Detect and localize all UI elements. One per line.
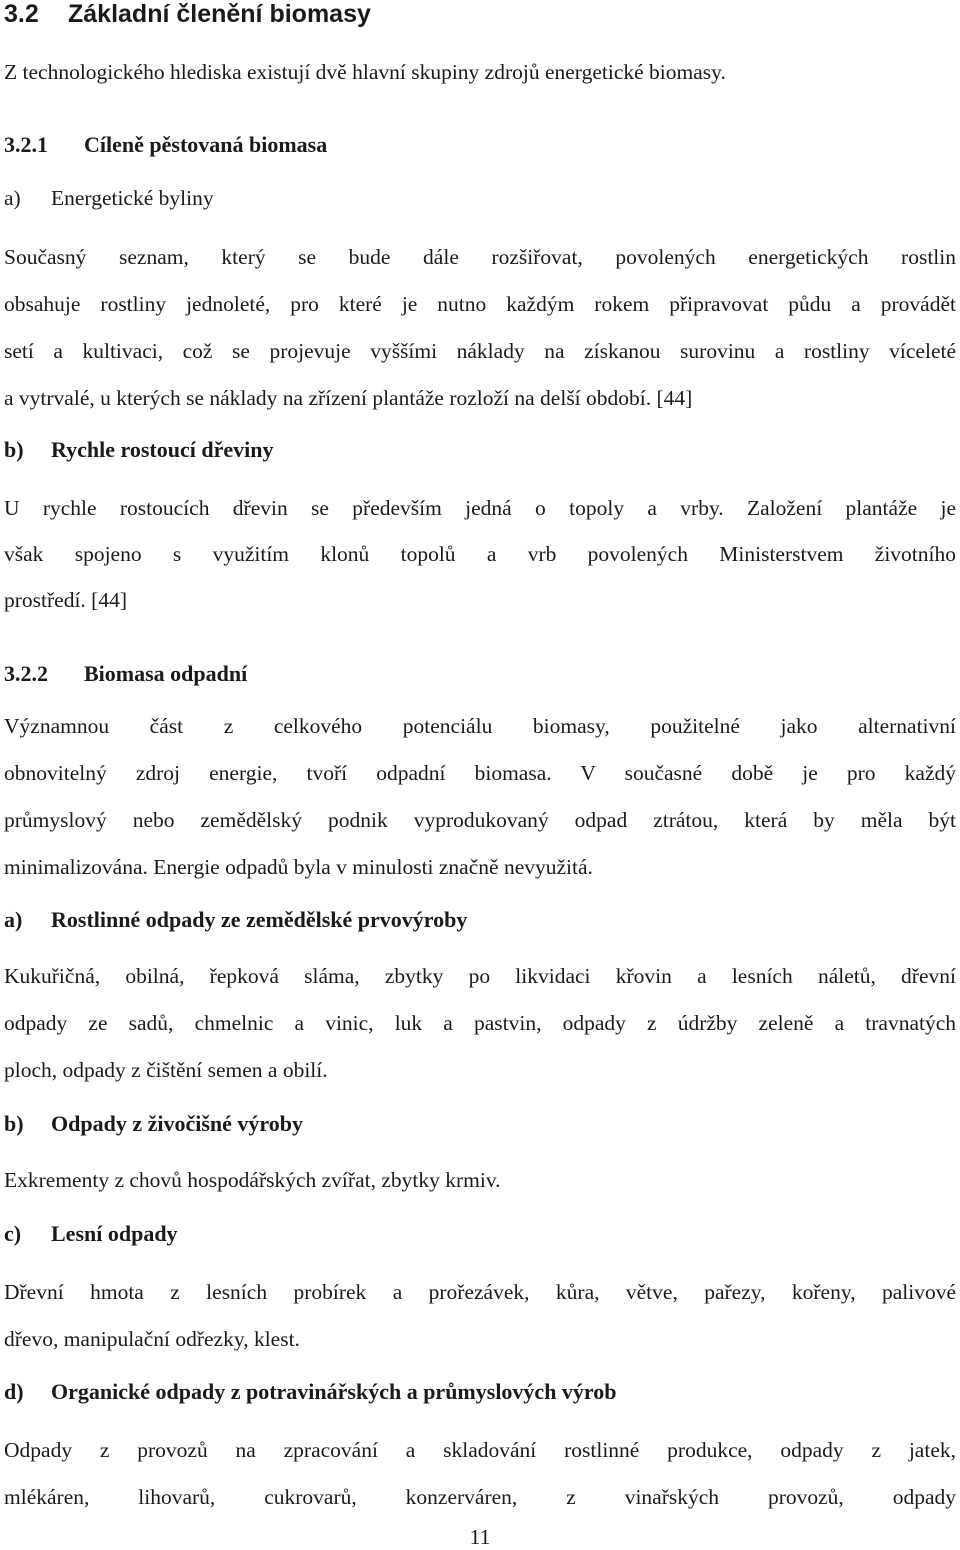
item-heading-rostlinne-odpady <box>4 907 956 933</box>
item-title: Rychle rostoucí dřeviny <box>51 437 274 462</box>
item-letter: d) <box>4 1379 24 1404</box>
item-title: Rostlinné odpady ze zemědělské prvovýroby <box>51 907 468 932</box>
item-letter: a) <box>4 186 21 210</box>
section-number: 3.2 <box>4 0 39 28</box>
item-letter: b) <box>4 437 24 462</box>
item-heading-energeticke-byliny <box>4 186 956 211</box>
section-intro: Z technologického hlediska existují dvě hlavní skupiny zdrojů energetické biomasy. <box>4 60 726 84</box>
subsection-title: Cíleně pěstovaná biomasa <box>84 132 328 157</box>
item-heading-rychle-rostouci-dreviny <box>4 437 956 463</box>
item-letter: b) <box>4 1111 24 1136</box>
item-letter: c) <box>4 1221 22 1246</box>
subsection-title: Biomasa odpadní <box>84 661 248 686</box>
item-title: Organické odpady z potravinářských a průmyslových výrob <box>51 1379 617 1404</box>
subsection-heading-3-2-1 <box>4 132 956 158</box>
item-letter: a) <box>4 907 23 932</box>
item-title: Lesní odpady <box>51 1221 178 1246</box>
subsection-number: 3.2.2 <box>4 661 48 686</box>
subsection-number: 3.2.1 <box>4 132 48 157</box>
subsection-heading-3-2-2 <box>4 661 956 687</box>
item-heading-odpady-zivocisne <box>4 1111 956 1137</box>
section-heading <box>4 0 956 29</box>
section-title: Základní členění biomasy <box>68 0 371 28</box>
item-heading-organicke-odpady <box>4 1379 956 1405</box>
item-heading-lesni-odpady <box>4 1221 956 1247</box>
item-title: Energetické byliny <box>51 186 214 210</box>
item-title: Odpady z živočišné výroby <box>51 1111 304 1136</box>
page-number: 11 <box>469 1525 491 1549</box>
